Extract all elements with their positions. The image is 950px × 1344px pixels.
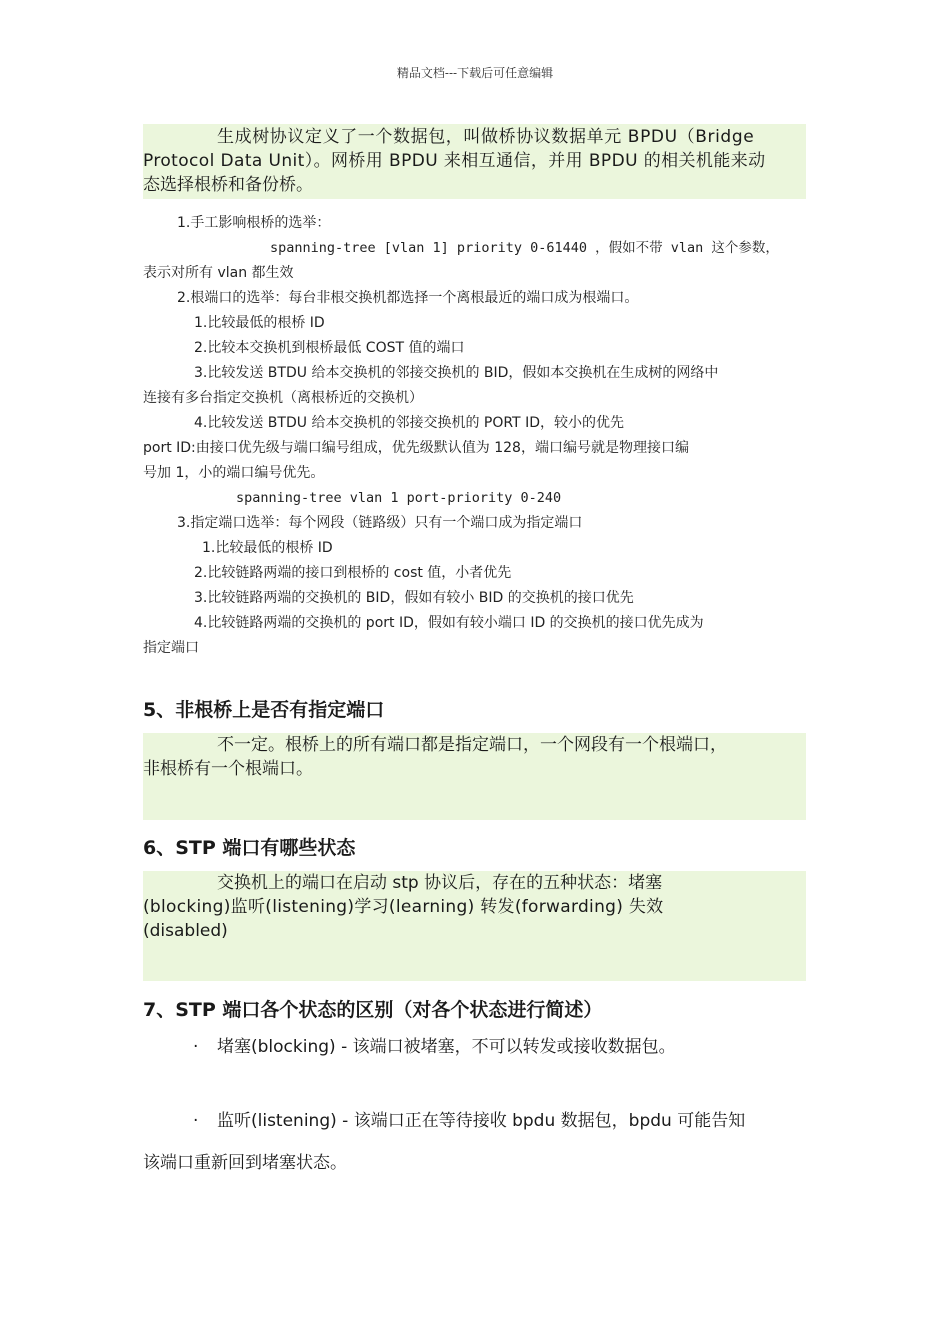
intro-box	[143, 124, 806, 199]
port-id-line-2: 号加 1，小的端口编号优先。	[143, 465, 325, 481]
section-6-line-1: 交换机上的端口在启动 stp 协议后，存在的五种状态：堵塞	[217, 873, 663, 893]
list-item-2: 2.根端口的选举：每台非根交换机都选择一个离根最近的端口成为根端口。	[177, 290, 639, 306]
section-7-heading: 7、STP 端口各个状态的区别（对各个状态进行简述）	[143, 999, 603, 1021]
section-6-heading: 6、STP 端口有哪些状态	[143, 837, 356, 859]
intro-line-1: 生成树协议定义了一个数据包，叫做桥协议数据单元 BPDU（Bridge	[217, 127, 755, 147]
section-6-line-2: (blocking)监听(listening)学习(learning) 转发(forwarding) 失效	[143, 897, 664, 917]
section-5-line-2: 非根桥有一个根端口。	[143, 759, 313, 779]
section-5-heading: 5、非根桥上是否有指定端口	[143, 699, 385, 721]
command-port-priority: spanning-tree vlan 1 port-priority 0-240	[236, 490, 562, 506]
bullet-blocking	[193, 1036, 676, 1058]
section-5-box	[143, 733, 806, 820]
port-id-line-1: port ID:由接口优先级与端口编号组成，优先级默认值为 128，端口编号就是物理接口编	[143, 440, 689, 456]
section-6-line-3: (disabled)	[143, 921, 228, 941]
page-header: 精品文档---下载后可任意编辑	[396, 66, 554, 80]
list-item-2-1: 1.比较最低的根桥 ID	[194, 315, 325, 331]
intro-line-2: Protocol Data Unit）。网桥用 BPDU 来相互通信，并用 BPDU 的相关机能来动	[143, 151, 766, 171]
list-item-3-4-cont: 指定端口	[143, 640, 199, 656]
bullet-listening-text: 监听(listening) - 该端口正在等待接收 bpdu 数据包，bpdu 可能告知	[217, 1111, 746, 1131]
bullet-blocking-text: 堵塞(blocking) - 该端口被堵塞，不可以转发或接收数据包。	[217, 1037, 676, 1057]
bullet-dot: ·	[193, 1037, 199, 1057]
section-5-line-1: 不一定。根桥上的所有端口都是指定端口，一个网段有一个根端口，	[217, 735, 727, 755]
list-item-3-1: 1.比较最低的根桥 ID	[202, 540, 333, 556]
list-item-3: 3.指定端口选举：每个网段（链路级）只有一个端口成为指定端口	[177, 515, 583, 531]
list-item-2-2: 2.比较本交换机到根桥最低 COST 值的端口	[194, 340, 465, 356]
list-item-2-3: 3.比较发送 BTDU 给本交换机的邻接交换机的 BID，假如本交换机在生成树的网络中	[194, 365, 719, 381]
section-6-box	[143, 871, 806, 981]
list-item-1: 1.手工影响根桥的选举：	[177, 215, 331, 231]
bullet-listening-cont: 该端口重新回到堵塞状态。	[143, 1153, 347, 1173]
command-priority: spanning-tree [vlan 1] priority 0-61440 ，假如不带 vlan 这个参数，	[270, 240, 779, 256]
list-item-2-4: 4.比较发送 BTDU 给本交换机的邻接交换机的 PORT ID，较小的优先	[194, 415, 624, 431]
list-item-3-3: 3.比较链路两端的交换机的 BID，假如有较小 BID 的交换机的接口优先	[194, 590, 634, 606]
list-item-3-2: 2.比较链路两端的接口到根桥的 cost 值，小者优先	[194, 565, 512, 581]
bullet-listening	[193, 1110, 745, 1132]
command-priority-cont: 表示对所有 vlan 都生效	[143, 265, 294, 281]
bullet-dot: ·	[193, 1111, 199, 1131]
list-item-3-4: 4.比较链路两端的交换机的 port ID，假如有较小端口 ID 的交换机的接口优先成为	[194, 615, 704, 631]
list-item-2-3-cont: 连接有多台指定交换机（离根桥近的交换机）	[143, 390, 423, 406]
intro-line-3: 态选择根桥和备份桥。	[143, 175, 313, 195]
